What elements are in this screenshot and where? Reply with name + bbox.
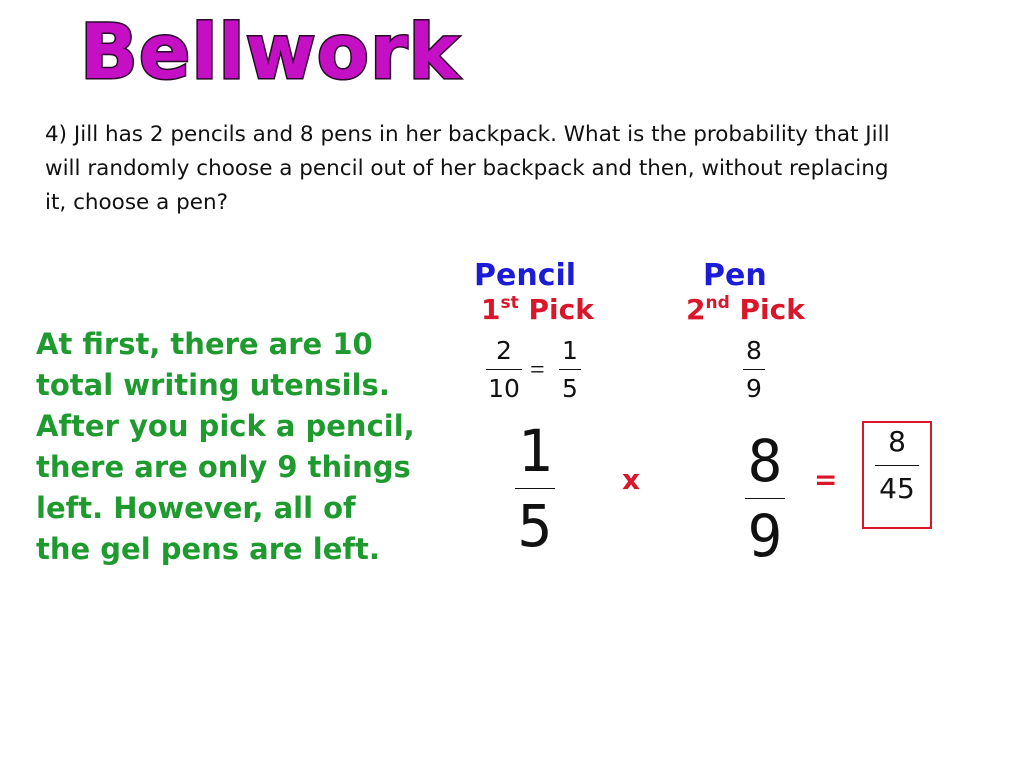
pen-header: Pen	[703, 258, 767, 293]
pen-fraction-denominator: 9	[746, 374, 762, 403]
pencil-header: Pencil	[474, 258, 577, 293]
question-text: 4) Jill has 2 pencils and 8 pens in her backpack. What is the probability that Jill will randomly choose a pencil out of her backpack and then, without replacing it, choose a pen?	[45, 122, 890, 215]
pencil-fraction	[484, 338, 524, 401]
fraction-bar	[559, 369, 581, 370]
pencil-simplified-numerator: 1	[562, 336, 578, 365]
second-pick-number: 2	[686, 293, 706, 326]
pencil-fraction-denominator: 10	[488, 374, 520, 403]
explanation-text: At first, there are 10 total writing utensils. After you pick a pencil, there are only 9 things left. However, all of the gel pens are left.	[36, 327, 415, 566]
equation-right-fraction	[740, 427, 790, 570]
pen-fraction	[742, 338, 766, 401]
fraction-bar	[515, 488, 555, 489]
fraction-bar	[745, 498, 785, 499]
first-pick-word: Pick	[528, 293, 594, 326]
pencil-simplified-fraction	[558, 338, 582, 401]
equation-right-denominator: 9	[747, 502, 783, 570]
first-pick-label	[481, 293, 594, 326]
second-pick-suffix: nd	[705, 293, 730, 313]
equation-left-fraction	[510, 417, 560, 560]
first-pick-number: 1	[481, 293, 501, 326]
equation-left-denominator: 5	[517, 492, 553, 560]
pencil-simplified-denominator: 5	[562, 374, 578, 403]
answer-denominator: 45	[879, 472, 915, 505]
pencil-fraction-numerator: 2	[496, 336, 512, 365]
fraction-bar	[486, 369, 522, 370]
bellwork-title-text: Bellwork	[79, 7, 461, 96]
equation-right-numerator: 8	[747, 427, 783, 495]
equals-sign: =	[814, 463, 838, 496]
fraction-bar	[743, 369, 765, 370]
pen-fraction-numerator: 8	[746, 336, 762, 365]
fraction-bar	[875, 465, 919, 466]
bellwork-title	[70, 0, 470, 100]
first-pick-suffix: st	[500, 293, 519, 313]
answer-numerator: 8	[888, 425, 906, 458]
pencil-equals-sign: =	[530, 355, 545, 384]
answer-fraction	[864, 425, 930, 505]
second-pick-label	[686, 293, 805, 326]
multiply-sign: x	[622, 463, 641, 496]
second-pick-word: Pick	[739, 293, 805, 326]
equation-left-numerator: 1	[517, 417, 553, 485]
